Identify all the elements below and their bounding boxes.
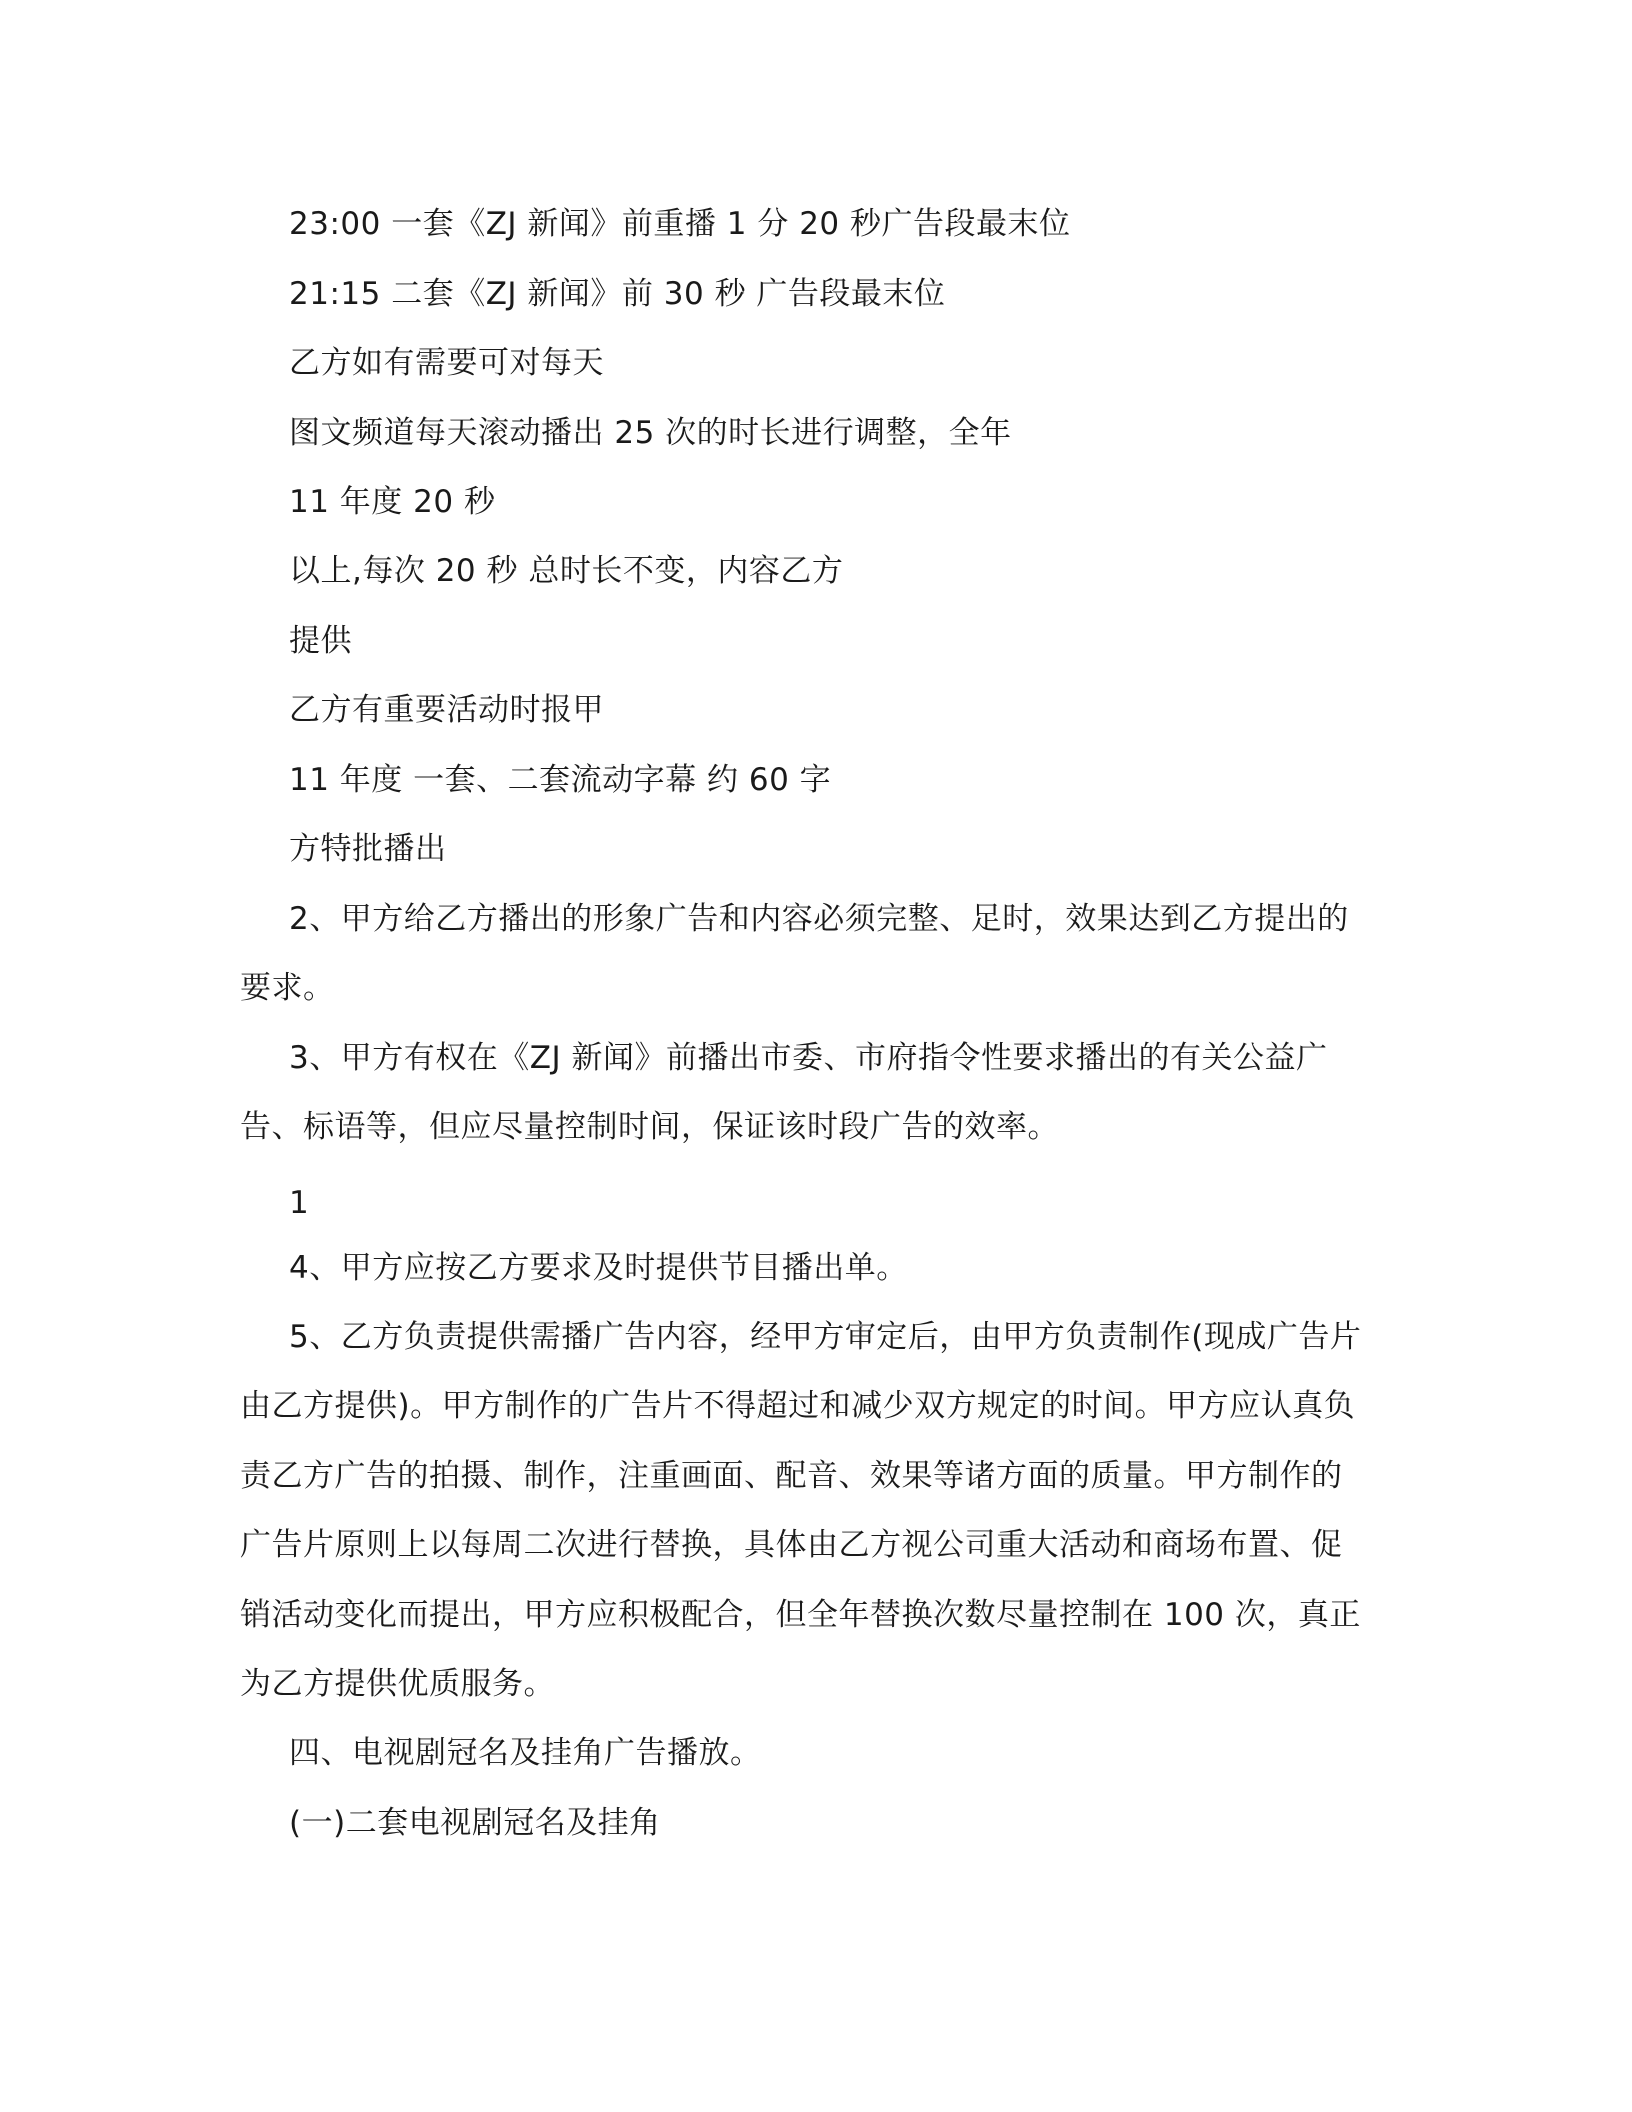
clause-5-line-3: 责乙方广告的拍摄、制作，注重画面、配音、效果等诸方面的质量。甲方制作的 <box>240 1458 1343 1494</box>
clause-3-line-1: 3、甲方有权在《ZJ 新闻》前播出市委、市府指令性要求播出的有关公益广 <box>289 1040 1328 1076</box>
clause-2-line-2: 要求。 <box>240 970 335 1006</box>
section-4-subheading: (一)二套电视剧冠名及挂角 <box>289 1805 661 1841</box>
schedule-line-8: 乙方有重要活动时报甲 <box>289 692 604 728</box>
clause-2-line-1: 2、甲方给乙方播出的形象广告和内容必须完整、足时，效果达到乙方提出的 <box>289 901 1349 937</box>
clause-5-line-1: 5、乙方负责提供需播广告内容，经甲方审定后，由甲方负责制作(现成广告片 <box>289 1319 1362 1355</box>
schedule-line-3: 乙方如有需要可对每天 <box>289 345 604 381</box>
schedule-line-7: 提供 <box>289 623 352 659</box>
schedule-line-6: 以上,每次 20 秒 总时长不变，内容乙方 <box>289 553 844 589</box>
clause-5-line-2: 由乙方提供)。甲方制作的广告片不得超过和减少双方规定的时间。甲方应认真负 <box>240 1388 1356 1424</box>
clause-4-line-1: 4、甲方应按乙方要求及时提供节目播出单。 <box>289 1250 908 1286</box>
clause-5-line-5: 销活动变化而提出，甲方应积极配合，但全年替换次数尽量控制在 100 次，真正 <box>240 1597 1361 1633</box>
schedule-line-1: 23:00 一套《ZJ 新闻》前重播 1 分 20 秒广告段最末位 <box>289 206 1071 242</box>
schedule-line-5: 11 年度 20 秒 <box>289 484 496 520</box>
section-4-heading: 四、电视剧冠名及挂角广告播放。 <box>289 1735 762 1771</box>
clause-5-line-4: 广告片原则上以每周二次进行替换，具体由乙方视公司重大活动和商场布置、促 <box>240 1527 1343 1563</box>
schedule-line-4: 图文频道每天滚动播出 25 次的时长进行调整，全年 <box>289 415 1012 451</box>
schedule-line-2: 21:15 二套《ZJ 新闻》前 30 秒 广告段最末位 <box>289 276 946 312</box>
page-number: 1 <box>289 1185 310 1221</box>
schedule-line-9: 11 年度 一套、二套流动字幕 约 60 字 <box>289 762 832 798</box>
clause-5-line-6: 为乙方提供优质服务。 <box>240 1666 555 1702</box>
schedule-line-10: 方特批播出 <box>289 831 447 867</box>
clause-3-line-2: 告、标语等，但应尽量控制时间，保证该时段广告的效率。 <box>240 1109 1059 1145</box>
